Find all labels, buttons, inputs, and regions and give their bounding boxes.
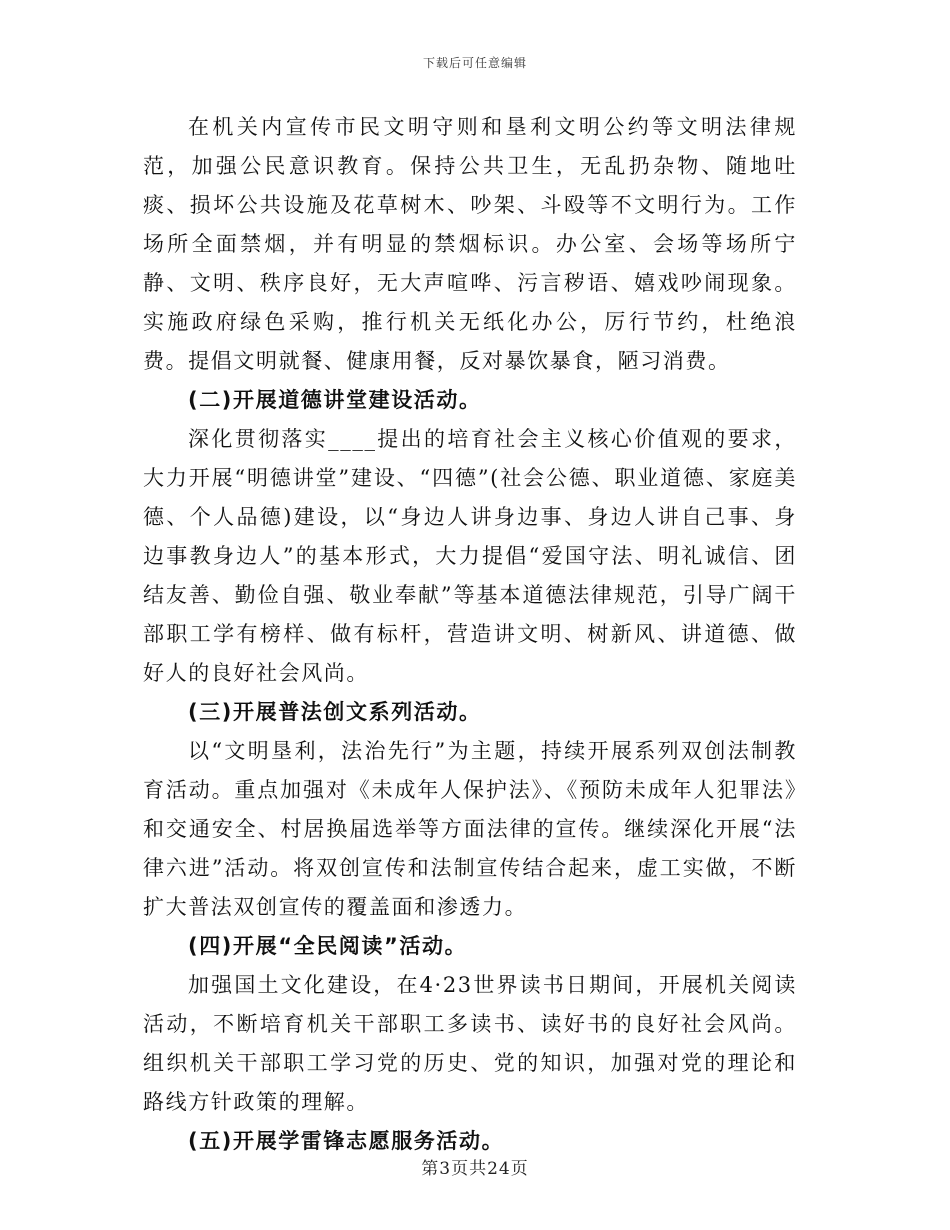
paragraph-civic-norms: 在机关内宣传市民文明守则和垦利文明公约等文明法律规范，加强公民意识教育。保持公共卫生，无乱扔杂物、随地吐痰、损坏公共设施及花草树木、吵架、斗殴等不文明行为。工作场所全面禁烟，并有明显的禁烟标识。办公室、会场等场所宁静、文明、秩序良好，无大声喧哗、污言秽语、嬉戏吵闹现象。实施政府绿色采购，推行机关无纸化办公，厉行节约，杜绝浪费。提倡文明就餐、健康用餐，反对暴饮暴食，陋习消费。 bbox=[143, 115, 797, 373]
paragraph-moral-lecture: 深化贯彻落实____提出的培育社会主义核心价值观的要求，大力开展“明德讲堂”建设、“四德”(社会公德、职业道德、家庭美德、个人品德)建设，以“身边人讲身边事、身边人讲自己事、身边事教身边人”的基本形式，大力提倡“爱国守法、明礼诚信、团结友善、勤俭自强、敬业奉献”等基本道德法律规范，引导广阔干部职工学有榜样、做有标杆，营造讲文明、树新风、讲道德、做好人的良好社会风尚。 bbox=[143, 427, 797, 685]
section-heading-reading: (四)开展“全民阅读”活动。 bbox=[188, 934, 468, 958]
page-number: 第3页共24页 bbox=[421, 1159, 529, 1179]
paragraph-legal-education: 以“文明垦利，法治先行”为主题，持续开展系列双创法制教育活动。重点加强对《未成年人保护法》、《预防未成年人犯罪法》和交通安全、村居换届选举等方面法律的宣传。继续深化开展“法律六进”活动。将双创宣传和法制宣传结合起来，虚工实做，不断扩大普法双创宣传的覆盖面和渗透力。 bbox=[143, 739, 797, 919]
paragraph-reading: 加强国土文化建设，在4·23世界读书日期间，开展机关阅读活动，不断培育机关干部职工多读书、读好书的良好社会风尚。组织机关干部职工学习党的历史、党的知识，加强对党的理论和路线方针政策的理解。 bbox=[143, 973, 797, 1114]
header-note: 下载后可任意编辑 bbox=[422, 56, 527, 70]
section-heading-legal-education: (三)开展普法创文系列活动。 bbox=[188, 700, 482, 724]
section-heading-volunteer: (五)开展学雷锋志愿服务活动。 bbox=[188, 1129, 505, 1153]
document-body bbox=[143, 108, 797, 1161]
section-heading-moral-lecture: (二)开展道德讲堂建设活动。 bbox=[188, 388, 482, 412]
